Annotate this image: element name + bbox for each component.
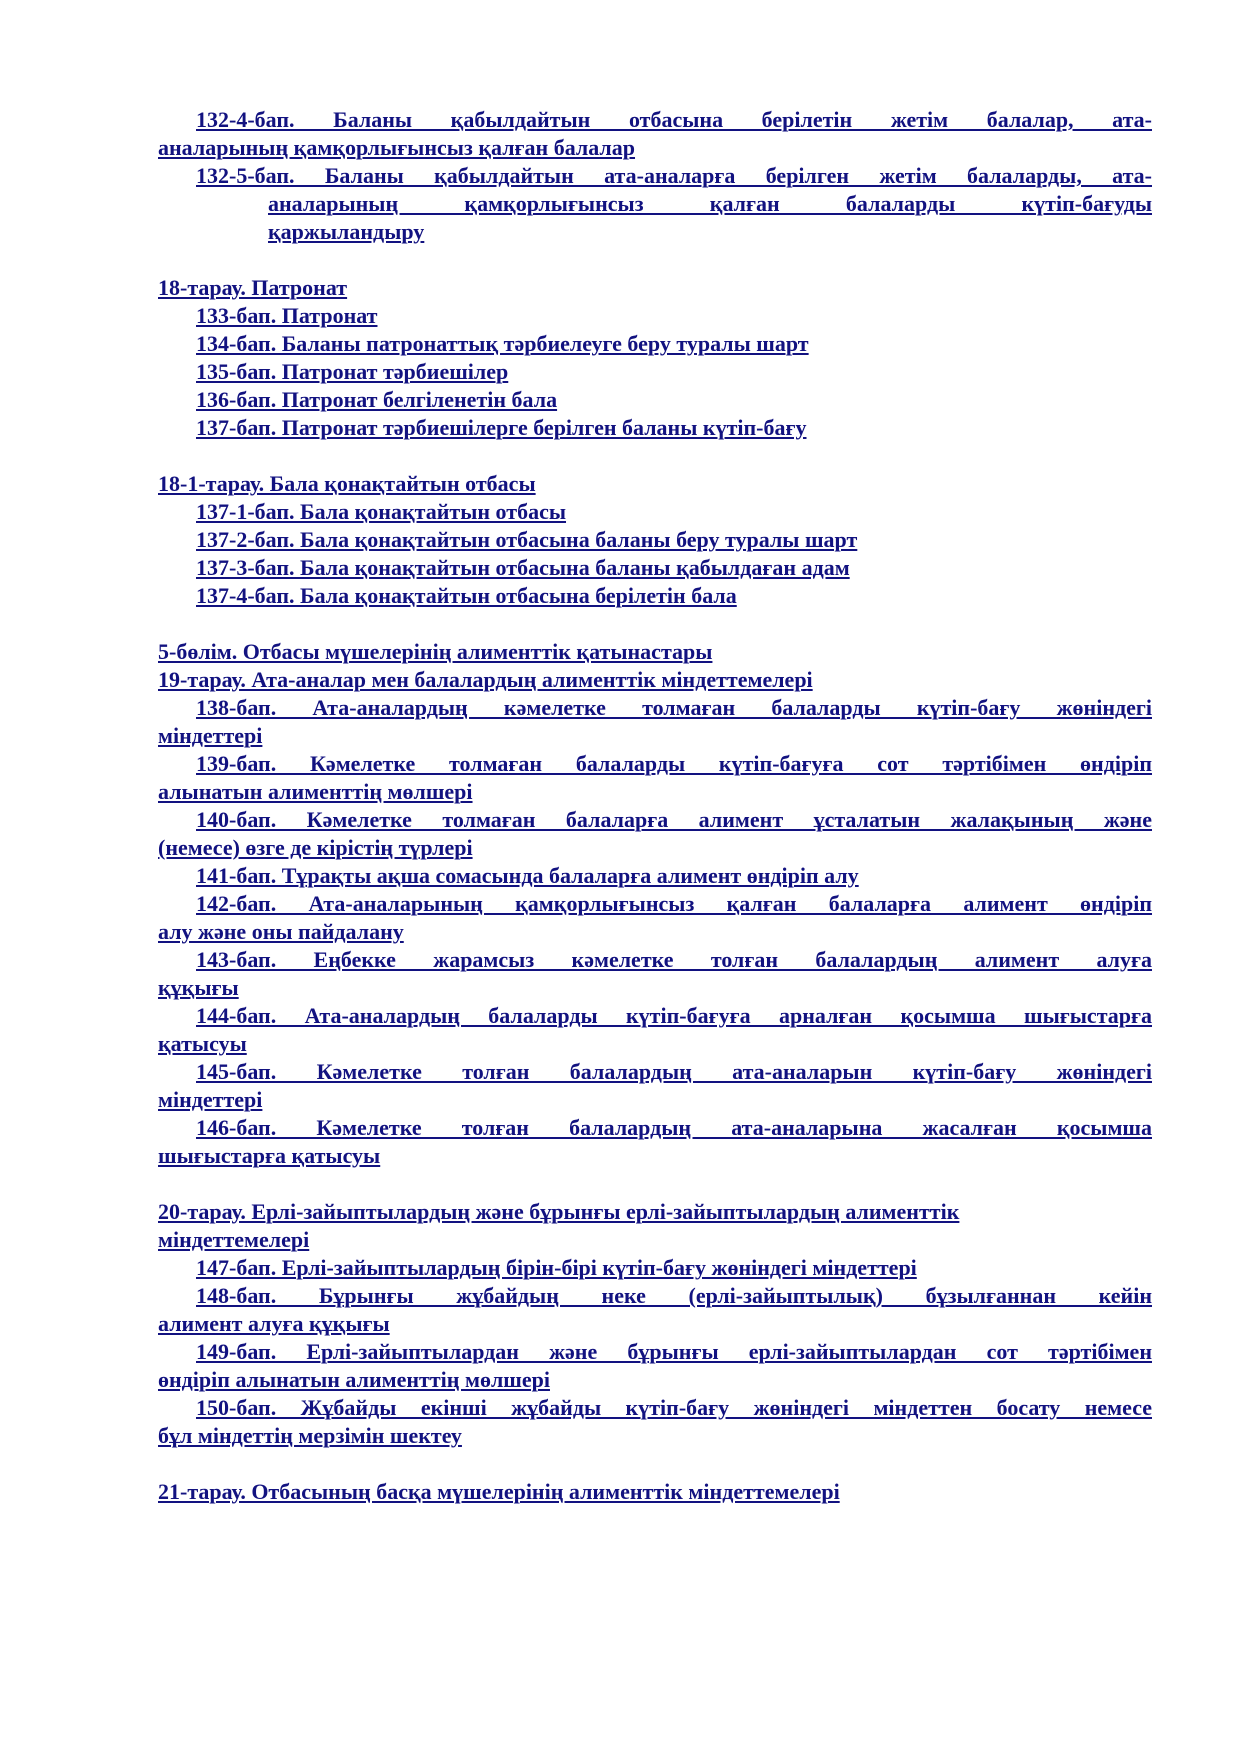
toc-link-line[interactable]: (немесе) өзге де кірістің түрлері [158, 835, 473, 860]
toc-link-line[interactable]: 135-бап. Патронат тәрбиешілер [196, 359, 509, 384]
toc-entry-article-133 [158, 302, 1152, 330]
toc-entry-chapter-19 [158, 666, 1152, 694]
toc-link-line[interactable]: 137-3-бап. Бала қонақтайтын отбасына баланы қабылдаған адам [196, 555, 850, 580]
toc-entry-article-145 [158, 1058, 1152, 1114]
toc-link-line[interactable]: шығыстарға қатысуы [158, 1143, 381, 1168]
toc-entry-article-132-4 [158, 106, 1152, 162]
toc-link-line[interactable]: 18-1-тарау. Бала қонақтайтын отбасы [158, 471, 536, 496]
toc-link-line[interactable]: аналарының қамқорлығынсыз қалған балаларды күтіп-бағуды [268, 191, 1152, 216]
toc-link-line[interactable]: 19-тарау. Ата-аналар мен балалардың алименттік міндеттемелері [158, 667, 813, 692]
toc-entry-article-137-3 [158, 554, 1152, 582]
toc-entry-article-139 [158, 750, 1152, 806]
toc-entry-article-150 [158, 1394, 1152, 1450]
toc-link-line[interactable]: 21-тарау. Отбасының басқа мүшелерінің алименттік міндеттемелері [158, 1479, 840, 1504]
toc-link-line[interactable]: 137-2-бап. Бала қонақтайтын отбасына баланы беру туралы шарт [196, 527, 858, 552]
toc-link-line[interactable]: қаржыландыру [268, 219, 425, 244]
toc-entry-article-136 [158, 386, 1152, 414]
toc-entry-article-137-4 [158, 582, 1152, 610]
toc-entry-article-142 [158, 890, 1152, 946]
toc-link-line[interactable]: 144-бап. Ата-аналардың балаларды күтіп-бағуға арналған қосымша шығыстарға [196, 1003, 1152, 1028]
toc-link-line[interactable]: 137-1-бап. Бала қонақтайтын отбасы [196, 499, 567, 524]
toc-link-line[interactable]: құқығы [158, 975, 239, 1000]
toc-link-line[interactable]: 149-бап. Ерлі-зайыптылардан және бұрынғы ерлі-зайыптылардан сот тәртібімен [196, 1339, 1152, 1364]
toc-link-line[interactable]: 133-бап. Патронат [196, 303, 378, 328]
toc-link-line[interactable]: 132-5-бап. Баланы қабылдайтын ата-аналарға берілген жетім балаларды, ата- [196, 163, 1152, 188]
toc-link-line[interactable]: 140-бап. Кәмелетке толмаған балаларға алимент ұсталатын жалақының және [196, 807, 1152, 832]
toc-entry-article-147 [158, 1254, 1152, 1282]
toc-entry-article-141 [158, 862, 1152, 890]
toc-link-line[interactable]: 136-бап. Патронат белгіленетін бала [196, 387, 558, 412]
toc-link-line[interactable]: 134-бап. Баланы патронаттық тәрбиелеуге беру туралы шарт [196, 331, 809, 356]
toc-link-line[interactable]: аналарының қамқорлығынсыз қалған балалар [158, 135, 636, 160]
toc-link-line[interactable]: 147-бап. Ерлі-зайыптылардың бірін-бірі күтіп-бағу жөніндегі міндеттері [196, 1255, 917, 1280]
toc-link-line[interactable]: 137-бап. Патронат тәрбиешілерге берілген баланы күтіп-бағу [196, 415, 807, 440]
toc-entry-article-135 [158, 358, 1152, 386]
toc-entry-article-137-1 [158, 498, 1152, 526]
toc-link-line[interactable]: 20-тарау. Ерлі-зайыптылардың және бұрынғы ерлі-зайыптылардың алименттік [158, 1199, 960, 1224]
toc-link-line[interactable]: өндіріп алынатын алименттің мөлшері [158, 1367, 550, 1392]
toc-link-line[interactable]: 150-бап. Жұбайды екінші жұбайды күтіп-бағу жөніндегі міндеттен босату немесе [196, 1395, 1152, 1420]
toc-entry-article-132-5 [158, 162, 1152, 246]
toc-link-line[interactable]: 5-бөлім. Отбасы мүшелерінің алименттік қатынастары [158, 639, 713, 664]
toc-entry-article-148 [158, 1282, 1152, 1338]
toc-entry-article-149 [158, 1338, 1152, 1394]
toc-entry-article-137-2 [158, 526, 1152, 554]
toc-link-line[interactable]: 142-бап. Ата-аналарының қамқорлығынсыз қалған балаларға алимент өндіріп [196, 891, 1152, 916]
toc-link-line[interactable]: міндеттері [158, 1087, 263, 1112]
toc-entry-article-134 [158, 330, 1152, 358]
toc-link-line[interactable]: 146-бап. Кәмелетке толған балалардың ата-аналарына жасалған қосымша [196, 1115, 1152, 1140]
toc-link-line[interactable]: 143-бап. Еңбекке жарамсыз кәмелетке толған балалардың алимент алуға [196, 947, 1152, 972]
toc-entry-article-140 [158, 806, 1152, 862]
toc-link-line[interactable]: қатысуы [158, 1031, 247, 1056]
toc-entry-chapter-20 [158, 1198, 1152, 1254]
toc-entry-chapter-18-1 [158, 470, 1152, 498]
toc-link-line[interactable]: алынатын алименттің мөлшері [158, 779, 473, 804]
toc-link-line[interactable]: 138-бап. Ата-аналардың кәмелетке толмаған балаларды күтіп-бағу жөніндегі [196, 695, 1152, 720]
toc-link-line[interactable]: 145-бап. Кәмелетке толған балалардың ата-аналарын күтіп-бағу жөніндегі [196, 1059, 1152, 1084]
toc-link-line[interactable]: алимент алуға құқығы [158, 1311, 390, 1336]
toc-link-line[interactable]: 148-бап. Бұрынғы жұбайдың неке (ерлі-зайыптылық) бұзылғаннан кейін [196, 1283, 1152, 1308]
toc-link-line[interactable]: міндеттері [158, 723, 263, 748]
toc-entry-article-144 [158, 1002, 1152, 1058]
toc-entry-article-138 [158, 694, 1152, 750]
toc-link-line[interactable]: 141-бап. Тұрақты ақша сомасында балаларға алимент өндіріп алу [196, 863, 859, 888]
toc-link-line[interactable]: алу және оны пайдалану [158, 919, 404, 944]
toc-link-line[interactable]: 137-4-бап. Бала қонақтайтын отбасына берілетін бала [196, 583, 737, 608]
toc-entry-chapter-18 [158, 274, 1152, 302]
toc-entry-article-143 [158, 946, 1152, 1002]
toc-link-line[interactable]: бұл міндеттің мерзімін шектеу [158, 1423, 462, 1448]
toc-link-line[interactable]: 18-тарау. Патронат [158, 275, 348, 300]
toc-entry-section-5 [158, 638, 1152, 666]
toc-link-line[interactable]: міндеттемелері [158, 1227, 310, 1252]
toc-entry-article-146 [158, 1114, 1152, 1170]
toc-entry-article-137 [158, 414, 1152, 442]
toc-link-line[interactable]: 139-бап. Кәмелетке толмаған балаларды күтіп-бағуға сот тәртібімен өндіріп [196, 751, 1152, 776]
table-of-contents [158, 106, 1152, 1506]
toc-link-line[interactable]: 132-4-бап. Баланы қабылдайтын отбасына берілетін жетім балалар, ата- [196, 107, 1152, 132]
toc-entry-chapter-21 [158, 1478, 1152, 1506]
